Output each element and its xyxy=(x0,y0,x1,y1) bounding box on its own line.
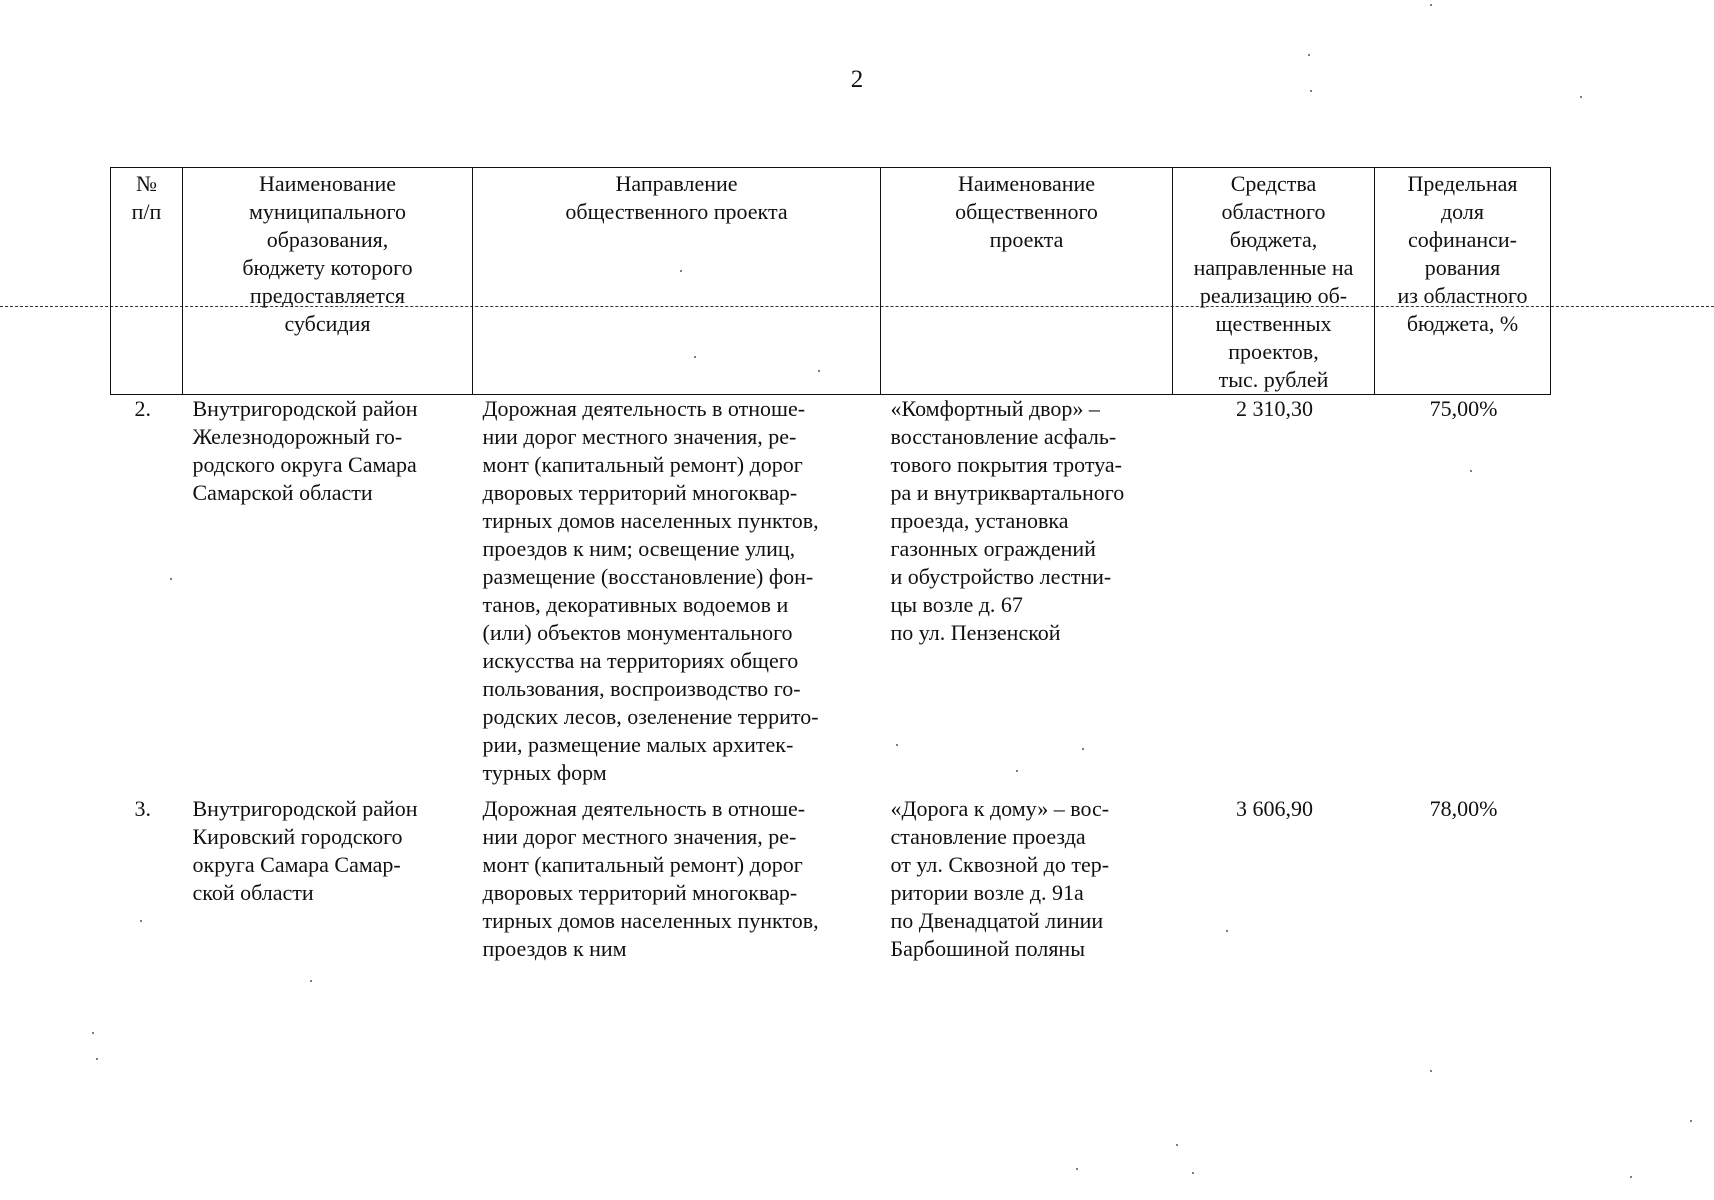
scan-speck xyxy=(896,744,898,746)
scan-speck xyxy=(1430,1070,1432,1072)
scan-speck xyxy=(1016,770,1018,772)
row-number: 3. xyxy=(134,796,151,821)
scan-speck xyxy=(694,356,696,358)
scan-speck xyxy=(1176,1144,1178,1146)
scan-speck xyxy=(170,578,172,580)
scan-speck xyxy=(1082,748,1084,750)
scan-speck xyxy=(680,270,682,272)
scan-speck xyxy=(1310,90,1312,92)
table-header-row xyxy=(111,168,1551,395)
scan-speck xyxy=(1690,1120,1692,1122)
page-number: 2 xyxy=(850,66,864,93)
row-funds: 2 310,30 xyxy=(1236,396,1313,421)
scan-speck xyxy=(818,370,820,372)
header-funds: Средства областного бюджета, направленные на реализацию об- щественных проектов, тыс. рублей xyxy=(1173,168,1375,395)
table-row xyxy=(111,795,1551,971)
scan-speck xyxy=(1192,1172,1194,1174)
scan-speck xyxy=(92,1032,94,1034)
scan-speck xyxy=(140,920,142,922)
scan-speck xyxy=(1308,54,1310,56)
scan-speck xyxy=(1076,1168,1078,1170)
scan-speck xyxy=(1580,96,1582,98)
row-direction: Дорожная деятельность в отноше- нии дорог местного значения, ре- монт (капитальный ремонт) дорог дворовых территорий многоквар- тирных домов населенных пунктов, проездов к ним; освещение улиц, размещение (восстановление) фон- танов, декоративных водоемов и (или) объектов монументального искусства на территориях общего пользования, воспроизводство го- родских лесов, озеленение террито- рии, размещение малых архитек- турных форм xyxy=(482,396,819,785)
table-row xyxy=(111,395,1551,796)
row-project-name: «Дорога к дому» – вос- становление проезда от ул. Сквозной до тер- ритории возле д. 91а по Двенадцатой линии Барбошиной поляны xyxy=(890,796,1110,961)
scan-speck xyxy=(1470,470,1472,472)
header-project-name: Наименование общественного проекта xyxy=(881,168,1173,395)
row-project-name: «Комфортный двор» – восстановление асфаль- тового покрытия тротуа- ра и внутриквартального проезда, установка газонных ограждений и обустройство лестни- цы возле д. 67 по ул. Пензенской xyxy=(890,396,1125,645)
scan-speck xyxy=(1630,1176,1632,1178)
scan-speck xyxy=(310,980,312,982)
header-direction: Направление общественного проекта xyxy=(473,168,881,395)
row-municipality: Внутригородской район Железнодорожный го- родского округа Самара Самарской области xyxy=(192,396,418,505)
header-municipality: Наименование муниципального образования, бюджету которого предоставляется субсидия xyxy=(183,168,473,395)
row-funds: 3 606,90 xyxy=(1236,796,1313,821)
row-number: 2. xyxy=(134,396,151,421)
row-municipality: Внутригородской район Кировский городского округа Самара Самар- ской области xyxy=(192,796,418,905)
scan-speck xyxy=(96,1058,98,1060)
subsidy-table xyxy=(110,167,1551,971)
row-share: 78,00% xyxy=(1429,796,1498,821)
scan-speck xyxy=(1430,4,1432,6)
scan-speck xyxy=(1226,930,1228,932)
row-share: 75,00% xyxy=(1429,396,1498,421)
row-direction: Дорожная деятельность в отноше- нии дорог местного значения, ре- монт (капитальный ремонт) дорог дворовых территорий многоквар- тирных домов населенных пунктов, проездов к ним xyxy=(482,796,819,961)
header-share: Предельная доля софинанси- рования из областного бюджета, % xyxy=(1375,168,1551,395)
header-number: № п/п xyxy=(111,168,183,395)
